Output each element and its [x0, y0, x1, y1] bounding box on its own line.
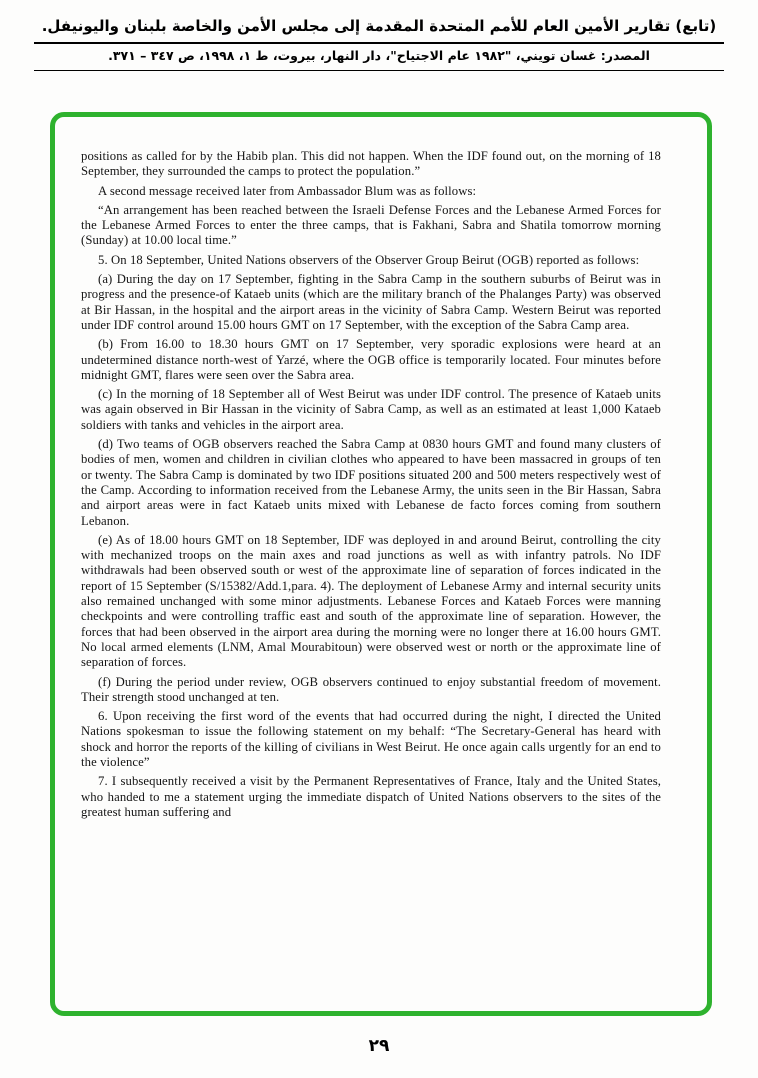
paragraph: (e) As of 18.00 hours GMT on 18 September, IDF was deployed in and around Beirut, controlling the city with mechanized troops on the main axes and road junctions as well as with infantry patrols. No IDF withdrawals had been observed south or west of the approximate line of separation of forces indicated in the report of 15 September (S/15382/Add.1,para. 4). The deployment of Lebanese Army and internal security units also remained unchanged with some minor adjustments. Lebanese Forces and Kataeb Forces were manning checkpoints and were controlling traffic east and south of the approximate line of separation. However, the forces that had been observed in the airport area during the morning were no longer there at 16.00 hours GMT. No local armed elements (LNM, Amal Mourabitoun) were observed west or north or the approximate line of separation of forces. — [81, 532, 661, 670]
paragraph: 5. On 18 September, United Nations observers of the Observer Group Beirut (OGB) reported as follows: — [98, 252, 640, 267]
paragraph: (d) Two teams of OGB observers reached the Sabra Camp at 0830 hours GMT and found many clusters of bodies of men, women and children in civilian clothes who appeared to have been massacred in groups of ten or twenty. The Sabra Camp is dominated by two IDF positions situated 200 and 500 meters respectively west of the Camp. According to information received from the Lebanese Army, the units seen in the Bir Hassan, Sabra and airport areas were in fact Kataeb units mixed with Lebanese de facto forces coming from southern Lebanon. — [81, 437, 661, 528]
paragraph: (c) In the morning of 18 September all of West Beirut was under IDF control. The presence of Kataeb units was again observed in Bir Hassan in the vicinity of Sabra Camp, as well as an estimated at least 1,000 Kataeb soldiers with tanks and vehicles in the airport area. — [81, 387, 661, 432]
text-frame — [50, 112, 712, 1016]
paragraph: (b) From 16.00 to 18.30 hours GMT on 17 September, very sporadic explosions were heard at an undetermined distance north-west of Yarzé, where the OGB office is temporarily located. Four minutes before midnight GMT, flares were seen over the Sabra area. — [81, 337, 661, 382]
paragraph: (a) During the day on 17 September, fighting in the Sabra Camp in the southern suburbs of Beirut was in progress and the presence-of Kataeb units (which are the military branch of the Phalanges Party) was observed at Bir Hassan, in the hospital and the airport areas in the vicinity of Sabra Camp. Western Beirut was reported under IDF control around 15.00 hours GMT on 17 September, with the exception of the Sabra Camp area. — [81, 272, 661, 332]
header-divider-bottom — [34, 70, 724, 71]
header-title: (تابع) تقارير الأمين العام للأمم المتحدة المقدمة إلى مجلس الأمن والخاصة بلبنان واليونيفل. — [41, 17, 717, 35]
paragraph: A second message received later from Ambassador Blum was as follows: — [98, 183, 477, 198]
arabic-header — [0, 0, 758, 71]
paragraph: (f) During the period under review, OGB observers continued to enjoy substantial freedom of movement. Their strength stood unchanged at ten. — [81, 674, 661, 704]
paragraph: positions as called for by the Habib plan. This did not happen. When the IDF found out, on the morning of 18 September, they surrounded the camps to protect the population.” — [81, 149, 661, 179]
header-divider-top — [34, 42, 724, 44]
page-number: ٢٩ — [368, 1036, 390, 1056]
paragraph: 6. Upon receiving the first word of the events that had occurred during the night, I directed the United Nations spokesman to issue the following statement on my behalf: “The Secretary-General has heard with shock and horror the reports of the killing of civilians in West Beirut. He once again calls urgently for an end to the violence” — [81, 709, 661, 769]
paragraph: “An arrangement has been reached between the Israeli Defense Forces and the Lebanese Armed Forces for the Lebanese Armed Forces to enter the three camps, that is Fakhani, Sabra and Shatila tomorrow morning (Sunday) at 10.00 local time.” — [81, 202, 661, 248]
header-source-line: المصدر: غسان تويني، "١٩٨٢ عام الاجتياح"، دار النهار، بيروت، ط ١، ١٩٩٨، ص ٣٤٧ – ٣٧١. — [108, 48, 650, 63]
paragraph: 7. I subsequently received a visit by the Permanent Representatives of France, Italy and the United States, who handed to me a statement urging the immediate dispatch of United Nations observers to the sites of the greatest human suffering and — [81, 774, 661, 819]
